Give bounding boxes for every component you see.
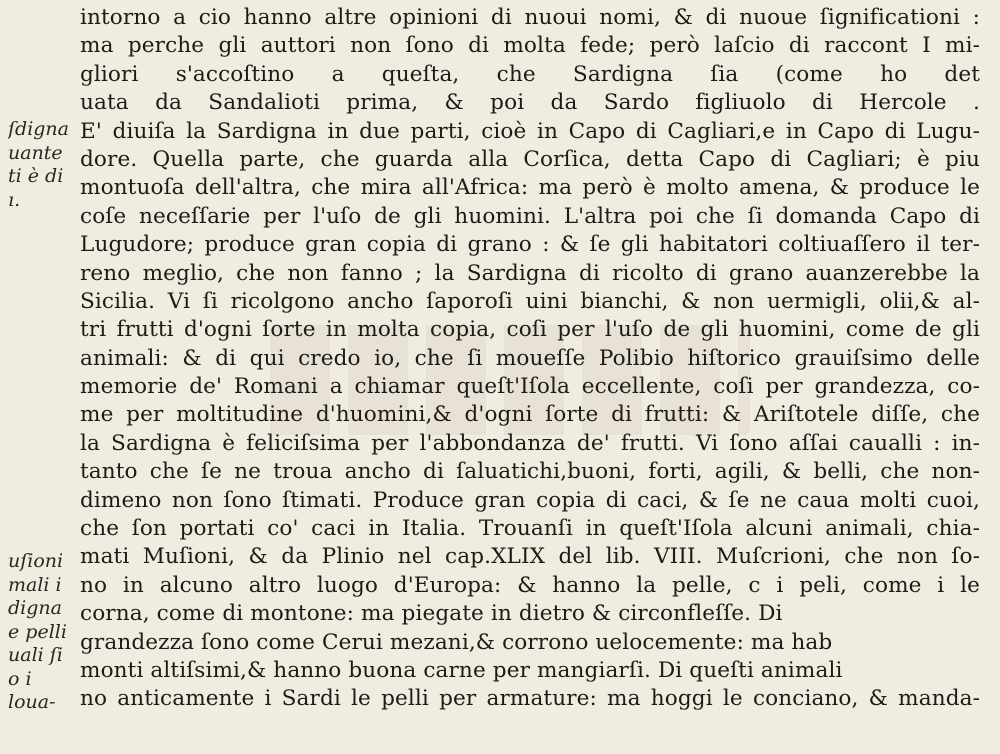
- text-line: no in alcuno altro luogo d'Europa: & hanno la pelle, c i peli, come i le: [80, 572, 980, 598]
- margin-note-line: uante: [8, 141, 63, 164]
- text-line: ma perche gli auttori non ſono di molta fede; però laſcio di raccont I mi-: [80, 33, 980, 59]
- text-line: no anticamente i Sardi le pelli per armature: ma hoggi le conciano, & manda-: [80, 686, 980, 712]
- margin-note-line: ti è di: [8, 165, 64, 187]
- text-line: corna, come di montone: ma piegate in dietro & circonfleſſe. Di: [80, 601, 783, 627]
- text-line: che ſon portati co' caci in Italia. Trouanſi in queſt'Iſola alcuni animali, chia-: [80, 516, 980, 542]
- text-line: me per moltitudine d'huomini,& d'ogni ſorte di frutti: & Ariſtotele diſſe, che: [80, 402, 980, 428]
- text-line: memorie de' Romani a chiamar queſt'Iſola eccellente, coſi per grandezza, co-: [80, 374, 980, 400]
- text-line: tri frutti d'ogni ſorte in molta copia, coſi per l'uſo de gli huomini, come de gli: [80, 317, 980, 343]
- margin-note-line: e pelli: [8, 620, 67, 643]
- text-line: dore. Quella parte, che guarda alla Corſica, detta Capo di Cagliari; è piu: [80, 146, 980, 172]
- margin-notes: [8, 118, 72, 738]
- margin-note-line: ı.: [8, 188, 21, 211]
- margin-note-line: uſioni: [8, 550, 64, 572]
- text-line: montuoſa dell'altra, che mira all'Africa: ma però è molto amena, & produce le: [80, 175, 980, 201]
- text-line: animali: & di qui credo io, che ſi moueſſe Polibio hiſtorico grauiſsimo delle: [80, 345, 980, 371]
- text-line: Sicilia. Vi ſi ricolgono ancho ſaporoſi uini bianchi, & non uermigli, olii,& al-: [80, 288, 980, 314]
- text-line: E' diuiſa la Sardigna in due parti, cioè in Capo di Cagliari,e in Capo di Lugu-: [80, 118, 980, 144]
- text-line: la Sardigna è feliciſsima per l'abbondanza de' frutti. Vi ſono aſſai caualli : in-: [80, 430, 980, 456]
- margin-note-line: mali i: [8, 573, 62, 596]
- text-line: Lugudore; produce gran copia di grano : & ſe gli habitatori coltiuaſſero il ter-: [80, 232, 980, 258]
- text-line: gliori s'accoſtino a queſta, che Sardigna ſia (come ho det: [80, 61, 980, 87]
- text-line: reno meglio, che non fanno ; la Sardigna di ricolto di grano auanzerebbe la: [80, 260, 980, 286]
- margin-note-line: uali ſi: [8, 644, 63, 666]
- text-line: grandezza ſono come Cerui mezani,& corrono uelocemente: ma hab: [80, 629, 833, 655]
- text-line: uata da Sandalioti prima, & poi da Sardo figliuolo di Hercole .: [80, 90, 980, 116]
- text-line: tanto che ſe ne troua ancho di ſaluatichi,buoni, forti, agili, & belli, che non-: [80, 459, 980, 485]
- margin-note-line: digna: [8, 597, 62, 619]
- body-text: [80, 4, 980, 750]
- margin-note-line: o i: [8, 667, 32, 690]
- text-line: dimeno non ſono ſtimati. Produce gran copia di caci, & ſe ne caua molti cuoi,: [80, 487, 980, 513]
- text-line: monti altiſsimi,& hanno buona carne per mangiarſi. Di queſti animali: [80, 657, 843, 683]
- margin-note-group-bottom: [8, 550, 72, 715]
- text-line: mati Muſioni, & da Plinio nel cap.XLIX del lib. VIII. Muſcrioni, che non ſo-: [80, 544, 980, 570]
- margin-note-line: ſdigna: [8, 118, 69, 140]
- text-line: intorno a cio hanno altre opinioni di nuoui nomi, & di nuoue ſignificationi :: [80, 5, 980, 30]
- text-line: coſe neceſſarie per l'uſo de gli huomini. L'altra poi che ſi domanda Capo di: [80, 203, 980, 229]
- margin-note-group-top: [8, 118, 72, 212]
- margin-note-line: loua-: [8, 691, 56, 713]
